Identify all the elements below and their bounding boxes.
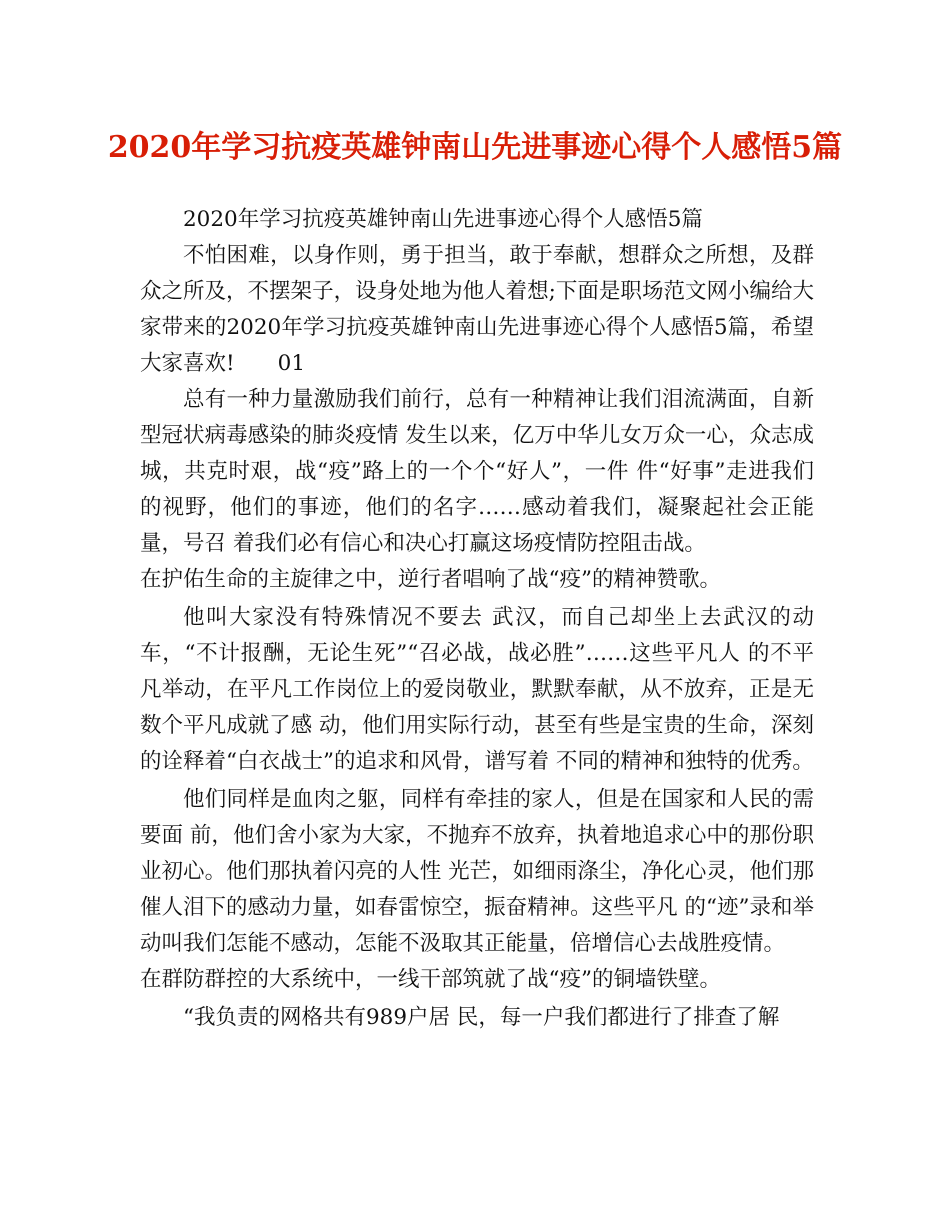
document-title: 2020年学习抗疫英雄钟南山先进事迹心得个人感悟5篇 xyxy=(107,130,843,165)
paragraph-3: 他们同样是血肉之躯，同样有牵挂的家人，但是在国家和人民的需要面 前，他们舍小家为大家，不抛弃不放弃，执着地追求心中的那份职业初心。他们那执着闪亮的人性 光芒，如细雨涤尘，净化心灵，他们那催人泪下的感动力量，如春雷惊空，振奋精神。这些平凡 的“迹”录和举动叫我们怎能不感动，怎能不汲取其正能量，倍增信心去战胜疫情。 xyxy=(140,787,814,956)
paragraph-1: 总有一种力量激励我们前行，总有一种精神让我们泪流满面，自新型冠状病毒感染的肺炎疫情 发生以来，亿万中华儿女万众一心，众志成城，共克时艰，战“疫”路上的一个个“好人”，一件 件“好事”走进我们的视野，他们的事迹，他们的名字……感动着我们，凝聚起社会正能量，号召 着我们必有信心和决心打赢这场疫情防控阻击战。 xyxy=(140,387,814,556)
paragraph-subtitle: 2020年学习抗疫英雄钟南山先进事迹心得个人感悟5篇 xyxy=(183,207,703,232)
paragraph-heading-1: 在护佑生命的主旋律之中，逆行者唱响了战“疫”的精神赞歌。 xyxy=(140,567,721,592)
paragraph-intro: 不怕困难，以身作则，勇于担当，敢于奉献，想群众之所想，及群众之所及，不摆架子，设身处地为他人着想;下面是职场范文网小编给大家带来的2020年学习抗疫英雄钟南山先进事迹心得个人感悟5篇，希望大家喜欢! 01 xyxy=(140,243,814,376)
paragraph-2: 他叫大家没有特殊情况不要去 武汉，而自己却坐上去武汉的动车，“不计报酬，无论生死”“召必战，战必胜”……这些平凡人 的不平凡举动，在平凡工作岗位上的爱岗敬业，默默奉献，从不放弃，正是无数个平凡成就了感 动，他们用实际行动，甚至有些是宝贵的生命，深刻的诠释着“白衣战士”的追求和风骨，谱写着 不同的精神和独特的优秀。 xyxy=(140,605,814,774)
document-body xyxy=(140,202,814,1036)
paragraph-heading-2: 在群防群控的大系统中，一线干部筑就了战“疫”的铜墙铁壁。 xyxy=(140,967,721,992)
paragraph-4: “我负责的网格共有989户居 民，每一户我们都进行了排查了解 xyxy=(183,1005,780,1030)
